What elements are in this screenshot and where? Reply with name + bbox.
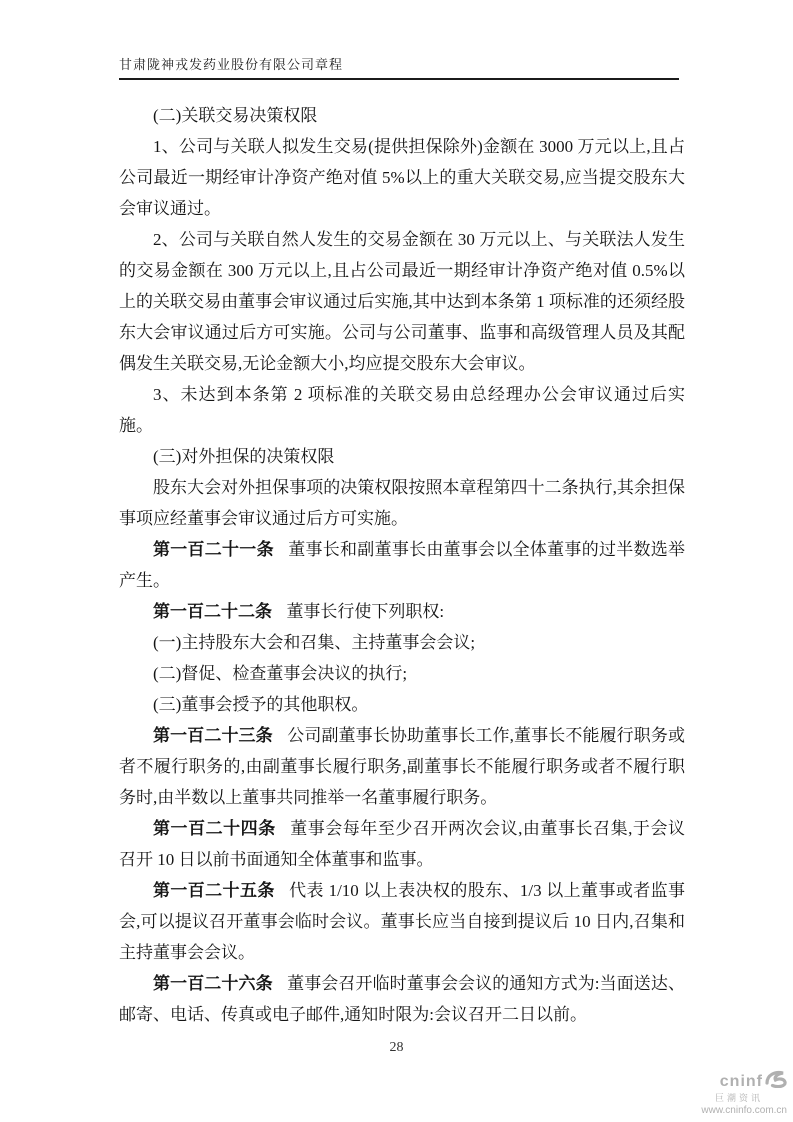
paragraph-text: (三)对外担保的决策权限: [153, 447, 335, 466]
paragraph-text: (一)主持股东大会和召集、主持董事会会议;: [153, 633, 476, 652]
paragraph: [119, 100, 685, 131]
article-number: 第一百二十四条: [153, 819, 276, 838]
paragraph: [119, 379, 685, 441]
paragraph: [119, 875, 685, 968]
cninfo-brand: cninf: [719, 1072, 763, 1090]
page-header: [119, 54, 679, 80]
paragraph: [119, 627, 685, 658]
paragraph-text: 3、未达到本条第 2 项标准的关联交易由总经理办公会审议通过后实施。: [119, 385, 685, 435]
paragraph-text: 代表 1/10 以上表决权的股东、1/3 以上董事或者监事会,可以提议召开董事会临时会议。董事长应当自接到提议后 10 日内,召集和主持董事会会议。: [119, 881, 685, 962]
paragraph: [119, 813, 685, 875]
paragraph: [119, 720, 685, 813]
article-number: 第一百二十二条: [153, 602, 272, 621]
paragraph: [119, 441, 685, 472]
paragraph-text: 股东大会对外担保事项的决策权限按照本章程第四十二条执行,其余担保事项应经董事会审议通过后方可实施。: [119, 478, 685, 528]
paragraph: [119, 131, 685, 224]
paragraph: [119, 472, 685, 534]
paragraph-text: 董事会每年至少召开两次会议,由董事长召集,于会议召开 10 日以前书面通知全体董事和监事。: [119, 819, 686, 869]
paragraph: [119, 658, 685, 689]
paragraph-text: 1、公司与关联人拟发生交易(提供担保除外)金额在 3000 万元以上,且占公司最近一期经审计净资产绝对值 5%以上的重大关联交易,应当提交股东大会审议通过。: [119, 137, 685, 218]
paragraph-text: 董事长和副董事长由董事会以全体董事的过半数选举产生。: [119, 540, 686, 590]
header-title: 甘肃陇神戎发药业股份有限公司章程: [119, 57, 344, 72]
article-number: 第一百二十一条: [153, 540, 274, 559]
document-body: [119, 100, 685, 1030]
article-number: 第一百二十三条: [153, 726, 273, 745]
paragraph-text: 董事会召开临时董事会会议的通知方式为:当面送达、邮寄、电话、传真或电子邮件,通知时限为:会议召开二日以前。: [119, 974, 685, 1024]
paragraph: [119, 534, 685, 596]
paragraph-text: 董事长行使下列职权:: [286, 602, 445, 621]
article-number: 第一百二十六条: [153, 974, 273, 993]
cninfo-logo: [657, 1070, 787, 1116]
paragraph: [119, 224, 685, 379]
paragraph: [119, 689, 685, 720]
cninfo-swirl-icon: [765, 1070, 787, 1093]
cninfo-url: www.cninfo.com.cn: [701, 1105, 787, 1117]
article-number: 第一百二十五条: [153, 881, 275, 900]
paragraph-text: 公司副董事长协助董事长工作,董事长不能履行职务或者不履行职务的,由副董事长履行职务,副董事长不能履行职务或者不履行职务时,由半数以上董事共同推举一名董事履行职务。: [119, 726, 686, 807]
paragraph-text: (二)关联交易决策权限: [153, 106, 318, 125]
cninfo-brand-row: [657, 1070, 787, 1093]
paragraph-text: (三)董事会授予的其他职权。: [153, 695, 369, 714]
paragraph-text: 2、公司与关联自然人发生的交易金额在 30 万元以上、与关联法人发生的交易金额在 300 万元以上,且占公司最近一期经审计净资产绝对值 0.5%以上的关联交易由董事会审议通过后实施,其中达到本条第 1 项标准的还须经股东大会审议通过后方可实施。公司与公司董事、监事和高级管理人员及其配偶发生关联交易,无论金额大小,均应提交股东大会审议。: [119, 230, 685, 373]
paragraph-text: (二)督促、检查董事会决议的执行;: [153, 664, 408, 683]
page-number: 28: [389, 1040, 404, 1055]
paragraph: [119, 596, 685, 627]
cninfo-company: 巨潮资讯: [714, 1092, 763, 1103]
paragraph: [119, 968, 685, 1030]
